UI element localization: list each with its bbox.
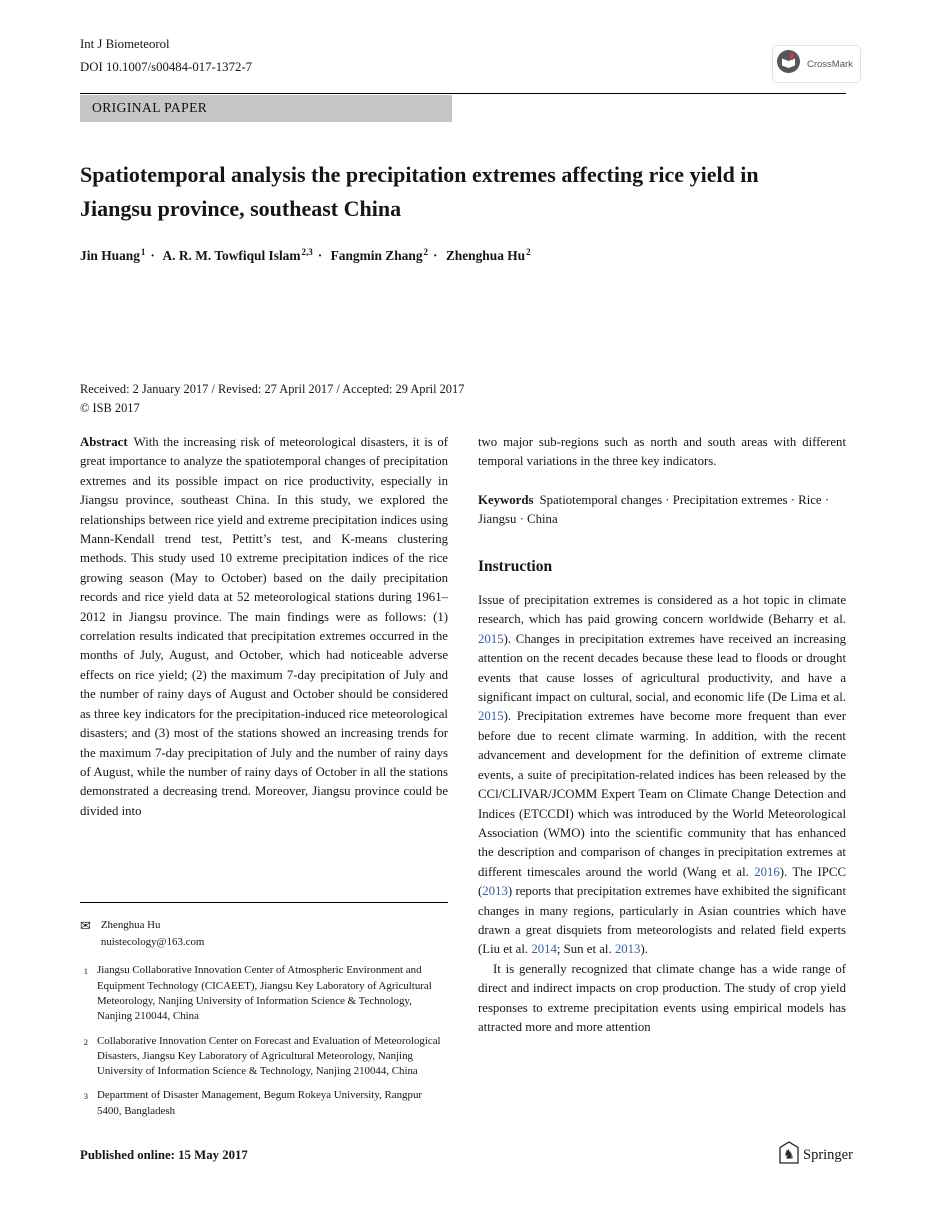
intro-paragraph-1: Issue of precipitation extremes is considered as a hot topic in climate research, which has paid growing concern worldwide (Beharry et al. 2015). Changes in precipitation extremes have received an increasing attention on the recent decades because these lead to floods or drought events that cause losses of agricultural productivity, and have a significant impact on cultural, social, and economic life (De Lima et al. 2015). Precipitation extremes have become more frequent than ever before due to recent climate warming. In addition, with the recent advancement and development for the definition of extreme climate events, a suite of precipitation-related indices has been released by the CCl/CLIVAR/JCOMM Expert Team on Climate Change Detection and Indices (ETCCDI) which was introduced by the World Meteorological Association (WMO) into the scientific community that has enhanced the description and comparison of changes in precipitation extremes at different timescales around the world (Wang et al. 2016). The IPCC (2013) reports that precipitation extremes have exhibited the significant changes in many regions, particularly in Asian countries which have drawn a great disquiets from meteorologists and related field experts (Liu et al. 2014; Sun et al. 2013). bbox=[478, 593, 846, 957]
two-column-body bbox=[80, 433, 846, 1128]
article-type-banner: ORIGINAL PAPER bbox=[80, 95, 452, 122]
affiliation bbox=[80, 963, 448, 1024]
svg-text:♞: ♞ bbox=[783, 1146, 795, 1162]
footnote-block bbox=[80, 902, 448, 1128]
springer-shield-icon bbox=[779, 1141, 799, 1169]
affiliation-number: 3 bbox=[83, 1091, 88, 1102]
affiliation-number: 2 bbox=[83, 1036, 88, 1047]
citation-link[interactable]: 2013 bbox=[614, 942, 641, 957]
crossmark-label: CrossMark bbox=[807, 58, 853, 70]
crossmark-icon bbox=[776, 49, 801, 79]
keywords-line bbox=[478, 491, 846, 530]
affiliation-text: Jiangsu Collaborative Innovation Center of Atmospheric Environment and Equipment Technology (CICAEET), Jiangsu Key Laboratory of Agricultural Meteorology, Nanjing University of Information Science & Technology, Nanjing 210044, China bbox=[97, 964, 432, 1023]
affiliation bbox=[80, 1088, 448, 1119]
crossmark-badge[interactable] bbox=[772, 45, 861, 83]
corresponding-author: Zhenghua Hu bbox=[100, 918, 161, 931]
corresponding-email[interactable]: nuistecology@163.com bbox=[100, 936, 205, 949]
author-name: Jin Huang$^1$ bbox=[80, 247, 146, 264]
affiliation-number: 1 bbox=[83, 966, 88, 977]
abstract-continuation: two major sub-regions such as north and south areas with different temporal variations in the three key indicators. bbox=[478, 435, 846, 469]
page-title: Spatiotemporal analysis the precipitation extremes affecting rice yield in Jiangsu province, southeast China bbox=[80, 162, 759, 221]
abstract-label: Abstract bbox=[80, 435, 128, 449]
left-column bbox=[80, 433, 448, 1128]
affiliation-text: Collaborative Innovation Center on Forecast and Evaluation of Meteorological Disasters, Jiangsu Key Laboratory of Agricultural Meteorology, Nanjing University of Information Science & Technology, Nanjing 210044, China bbox=[97, 1034, 441, 1078]
citation-link[interactable]: 2015 bbox=[478, 631, 504, 646]
citation-link[interactable]: 2016 bbox=[754, 864, 780, 879]
author-name: A. R. M. Towfiqul Islam$^{2,3}$ bbox=[162, 247, 313, 264]
author-separator: · bbox=[433, 248, 438, 264]
citation-link[interactable]: 2014 bbox=[531, 942, 557, 957]
right-column bbox=[478, 433, 846, 1128]
envelope-icon: ✉ bbox=[80, 917, 91, 933]
copyright-line: © ISB 2017 bbox=[80, 401, 140, 415]
citation-link[interactable]: 2013 bbox=[482, 884, 508, 899]
authors-line bbox=[80, 247, 531, 264]
footnote-rule bbox=[80, 902, 448, 903]
doi: DOI 10.1007/s00484-017-1372-7 bbox=[80, 60, 253, 74]
springer-logo bbox=[779, 1141, 853, 1169]
author-separator: · bbox=[317, 248, 323, 264]
author-name: Fangmin Zhang$^2$ bbox=[330, 247, 429, 264]
journal-header bbox=[80, 33, 252, 79]
citation-link[interactable]: 2015 bbox=[478, 709, 504, 724]
correspondence bbox=[80, 918, 448, 951]
springer-wordmark: Springer bbox=[803, 1146, 853, 1163]
published-online: Published online: 15 May 2017 bbox=[80, 1148, 248, 1162]
abstract-paragraph bbox=[80, 433, 448, 821]
journal-name: Int J Biometeorol bbox=[80, 37, 170, 51]
affiliation-text: Department of Disaster Management, Begum Rokeya University, Rangpur 5400, Bangladesh bbox=[97, 1089, 423, 1117]
abstract-text: With the increasing risk of meteorological disasters, it is of great importance to analyze the spatiotemporal changes of precipitation extremes and its possible impact on rice productivity, especially in Jiangsu province, southeast China. In this study, we explored the relationships between rice yield and extreme precipitation indices using Mann-Kendall trend test, Pettitt’s test, and K-means clustering methods. This study used 10 extreme precipitation indices of the rice growing season (May to October) based on the daily precipitation records and rice yield data at 52 meteorological stations during 1961–2012 in Jiangsu province. The main findings were as follows: (1) correlation results indicated that precipitation extremes occurred in the months of July, August, and October, which had noticeable adverse effects on rice yield; (2) the maximum 7-day precipitation of July and the number of rainy days of August and October should be considered as three key indicators for the precipitation-induced rice meteorological disasters; and (3) most of the stations showed an increasing trends for the maximum 7-day precipitation of July and the number of rainy days of August, while the number of rainy days of October in all the stations demonstrated a decreasing trend. Moreover, Jiangsu province could be divided into bbox=[80, 435, 448, 818]
author-name: Zhenghua Hu$^2$ bbox=[445, 247, 531, 264]
author-separator: · bbox=[150, 248, 155, 264]
affiliation bbox=[80, 1034, 448, 1080]
section-heading-instruction: Instruction bbox=[478, 557, 553, 575]
keywords-text: Spatiotemporal changes · Precipitation extremes · Rice · Jiangsu · China bbox=[478, 492, 830, 527]
intro-paragraph-2: It is generally recognized that climate change has a wide range of direct and indirect impacts on crop production. The study of crop yield responses to extreme precipitation events using empirical models has attracted more and more attention bbox=[478, 961, 846, 1034]
keywords-label: Keywords bbox=[478, 492, 534, 507]
history-dates: Received: 2 January 2017 / Revised: 27 April 2017 / Accepted: 29 April 2017 bbox=[80, 382, 465, 396]
